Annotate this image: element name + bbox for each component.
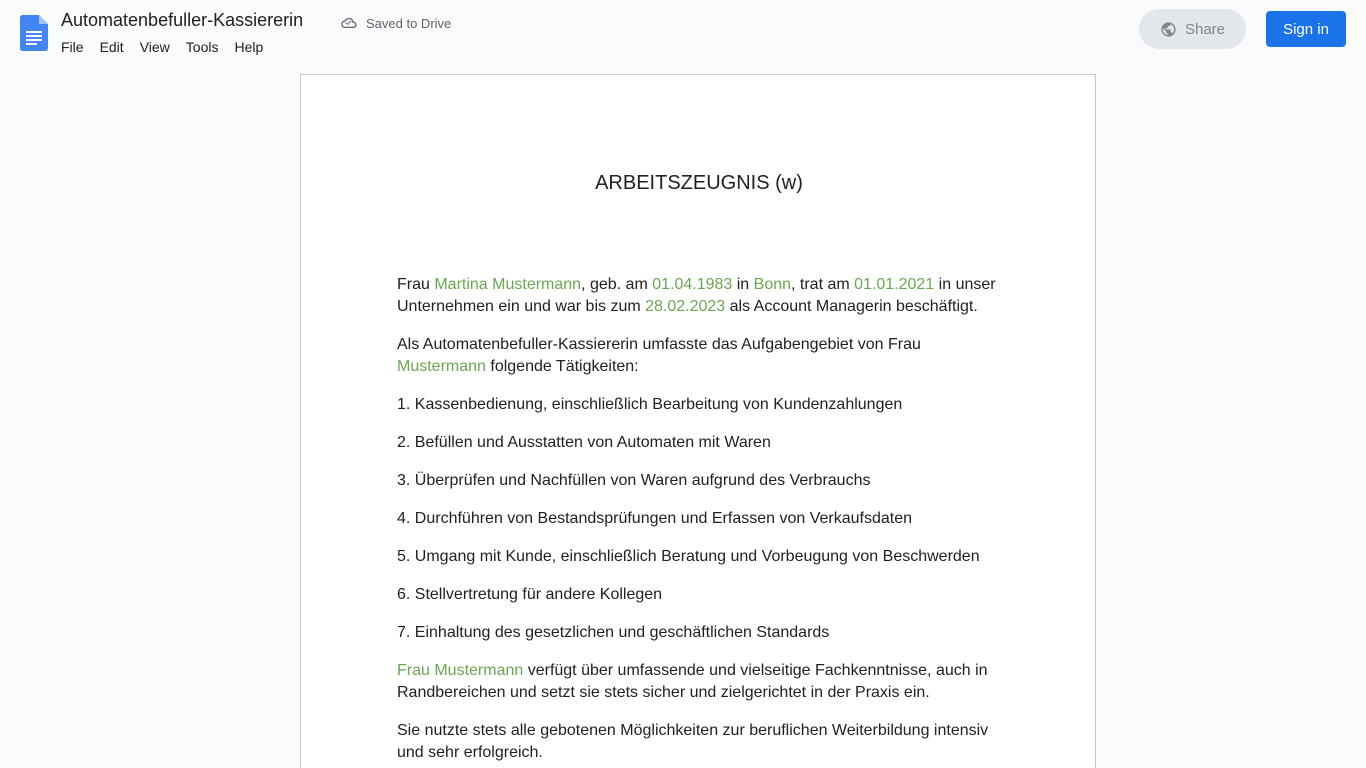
task-item: 1. Kassenbedienung, einschließlich Bearbeitung von Kundenzahlungen — [397, 396, 903, 413]
cloud-done-icon — [340, 14, 358, 32]
task-item: 2. Befüllen und Ausstatten von Automaten mit Waren — [397, 434, 771, 451]
save-status[interactable] — [340, 14, 451, 32]
text-run: folgende Tätigkeiten: — [485, 358, 639, 375]
menu-help[interactable]: Help — [234, 39, 264, 55]
employee-title-name: Frau Mustermann — [397, 662, 524, 679]
menu-tools[interactable]: Tools — [185, 39, 219, 55]
text-run: Frau — [397, 276, 435, 293]
task-item: 6. Stellvertretung für andere Kollegen — [397, 586, 663, 603]
menu-edit[interactable]: Edit — [99, 39, 124, 55]
paragraph-skills — [397, 660, 1001, 704]
document-heading: ARBEITSZEUGNIS (w) — [595, 172, 803, 194]
paragraph-training: Sie nutzte stets alle gebotenen Möglichkeiten zur beruflichen Weiterbildung intensiv und sehr erfolgreich. — [397, 722, 989, 761]
employee-surname: Mustermann — [397, 358, 486, 375]
birth-date: 01.04.1983 — [652, 276, 733, 293]
birth-city: Bonn — [753, 276, 792, 293]
text-run: , trat am — [791, 276, 855, 293]
globe-icon — [1160, 21, 1177, 38]
text-run: , geb. am — [581, 276, 653, 293]
document-title[interactable]: Automatenbefuller-Kassiererin — [61, 10, 304, 30]
text-run: Als Automatenbefuller-Kassiererin umfasste das Aufgabengebiet von Frau — [397, 336, 921, 353]
document-page[interactable] — [300, 74, 1096, 768]
menu-file[interactable]: File — [61, 39, 84, 55]
top-bar — [0, 0, 1366, 64]
docs-logo-icon[interactable] — [20, 15, 48, 51]
task-item: 5. Umgang mit Kunde, einschließlich Beratung und Vorbeugung von Beschwerden — [397, 548, 980, 565]
employee-name: Martina Mustermann — [434, 276, 582, 293]
document-body — [397, 274, 1001, 768]
menu-view[interactable]: View — [139, 39, 170, 55]
menu-bar — [53, 36, 271, 58]
task-item: 3. Überprüfen und Nachfüllen von Waren aufgrund des Verbrauchs — [397, 472, 871, 489]
task-item: 7. Einhaltung des gesetzlichen und geschäftlichen Standards — [397, 624, 830, 641]
share-button[interactable] — [1139, 9, 1246, 49]
task-item: 4. Durchführen von Bestandsprüfungen und Erfassen von Verkaufsdaten — [397, 510, 913, 527]
save-status-label: Saved to Drive — [366, 15, 452, 31]
paragraph-intro — [397, 274, 1001, 318]
paragraph-duties-intro — [397, 334, 1001, 378]
text-run: verfügt über umfassende und vielseitige Fachkenntnisse, auch in Randbereichen und setzt sie stets sicher und zielgerichtet in der Praxis ein. — [397, 662, 988, 701]
start-date: 01.01.2021 — [854, 276, 935, 293]
text-run: als Account Managerin beschäftigt. — [725, 298, 978, 315]
end-date: 28.02.2023 — [645, 298, 726, 315]
sign-in-button[interactable]: Sign in — [1266, 11, 1346, 47]
text-run: in — [732, 276, 754, 293]
text-run: in unser Unternehmen ein und war bis zum — [397, 276, 996, 315]
share-label: Share — [1184, 20, 1226, 38]
